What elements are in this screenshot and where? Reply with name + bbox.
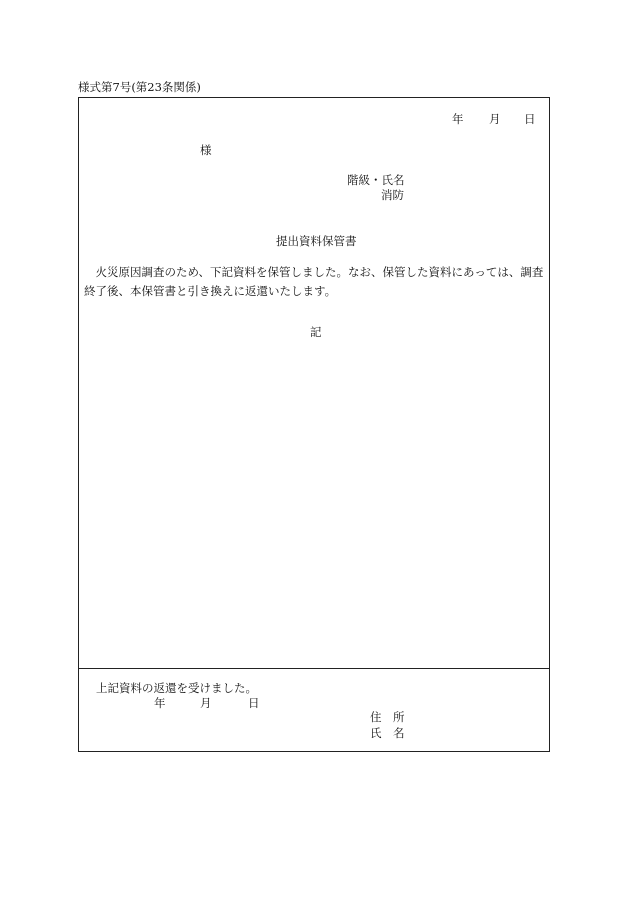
issuer-department: 消防 [381, 188, 404, 202]
issuer-rank-name: 階級・氏名 [347, 173, 405, 187]
top-date-month: 月 [489, 112, 501, 126]
address-label: 住 所 [370, 710, 405, 724]
section-divider [78, 668, 550, 669]
top-date-year: 年 [452, 112, 464, 126]
document-title: 提出資料保管書 [276, 234, 357, 248]
form-number: 様式第7号(第23条関係) [78, 80, 201, 94]
name-label: 氏 名 [370, 726, 405, 740]
ki-label: 記 [310, 325, 322, 339]
return-date-day: 日 [248, 696, 260, 710]
top-date-day: 日 [524, 112, 536, 126]
return-date-month: 月 [200, 696, 212, 710]
body-paragraph: 火災原因調査のため、下記資料を保管しました。なお、保管した資料にあっては、調査終了後、本保管書と引き換えに返還いたします。 [84, 265, 544, 298]
form-frame [78, 97, 550, 752]
return-statement: 上記資料の返還を受けました。 [96, 681, 257, 695]
addressee-suffix: 様 [200, 143, 212, 157]
return-date-year: 年 [154, 696, 166, 710]
